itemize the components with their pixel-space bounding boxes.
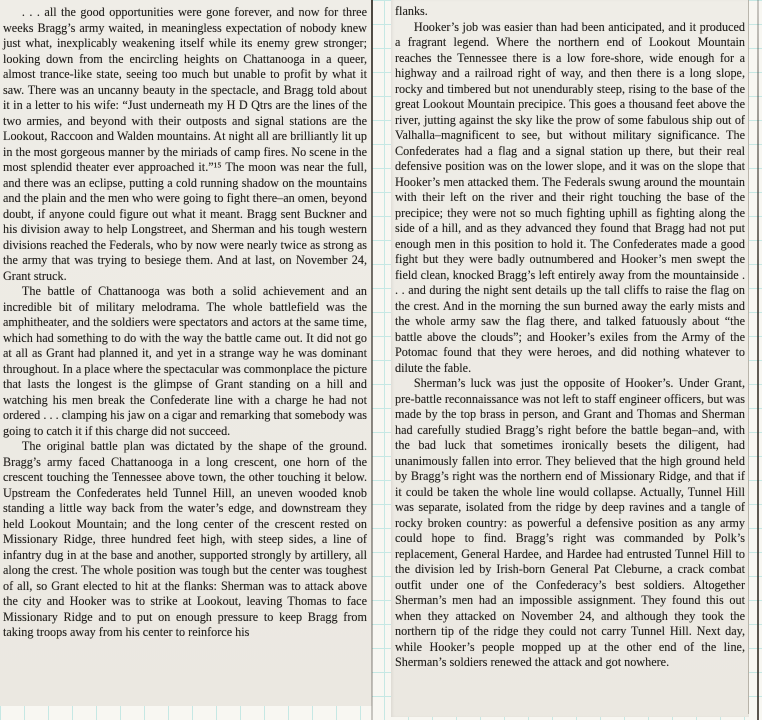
paragraph-left-2: The battle of Chattanooga was both a solid achievement and an incredible bit of military melodrama. The whole battlefield was the amphitheater, and the soldiers were spectators and actors at the same time, which had something to do with the way the battle came out. It did not go at all as Grant had planned it, and yet in a strange way he was dominant throughout. In a place where the spectacular was commonplace the picture that lasts the longest is the glimpse of Grant standing on a hill and watching his men break the Confederate line with a charge he had not ordered . . . clamping his jaw on a cigar and remarking that somebody was going to catch it if this charge did not succeed. <box>3 284 367 438</box>
page-edge-line-inner <box>748 0 749 714</box>
paragraph-right-2: Hooker’s job was easier than had been anticipated, and it produced a fragrant legend. Where the northern end of Lookout Mountain reaches the Tennessee there is a low fore-shore, wide enough for a highway and a railroad right of way, and then there is a long slope, rocky and timbered but not unendurably steep, rising to the base of the great Lookout Mountain precipice. This goes a thousand feet above the river, jutting against the sky like the prow of some fabulous ship out of Valhalla–magnificent to see, but without military significance. The Confederates had a flag and a signal station up there, but their real defensive position was on the lower slope, and it was on the slope that Hooker’s men attacked them. The Federals swung around the mountain with their left on the river and their right touching the base of the precipice; they were not so much fighting uphill as fighting along the side of a hill, and as they advanced they found that Bragg had not put enough men in this position to hold it. The Confederates made a good fight but they were badly outnumbered and Hooker’s men swept the field clean, knocked Bragg’s left entirely away from the mountainside . . . and during the night sent details up the tall cliffs to raise the flag on the crest. And in the morning the sun burned away the early mists and the whole army saw the flag there, and talked fatuously about “the battle above the clouds”; and Hooker’s exiles from the Army of the Potomac found that they were heroes, and did nothing whatever to dilute the fable. <box>395 19 745 375</box>
page-right-column <box>391 0 749 717</box>
paragraph-right-continuation: flanks. <box>395 4 428 18</box>
paragraph-right-3: Sherman’s luck was just the opposite of Hooker’s. Under Grant, pre-battle reconnaissance was not left to staff engineer officers, but was made by the top brass in person, and Grant and Thomas and Sherman had carefully studied Bragg’s right before the battle began–and, with the bad luck that sometimes ironically besets the diligent, had unanimously fallen into error. They believed that the high ground held by Bragg’s right was the northern end of Missionary Ridge, and that if it could be taken the whole line would collapse. Actually, Tunnel Hill was separate, isolated from the ridge by deep ravines and a tangle of rocky broken country: as powerful a defensive position as any army could hope to find. Bragg’s right was commanded by Polk’s replacement, General Hardee, and Hardee had entrusted Tunnel Hill to the division led by Irish-born General Pat Cleburne, a crack combat outfit under one of the Confederacy’s best soldiers. Altogether Sherman’s men had an impossible assignment. They found this out when they attacked on November 24, and although they took the northern tip of the ridge they could not carry Tunnel Hill. Next day, while Hooker’s people mopped up at the other end of the line, Sherman’s soldiers renewed the attack and got nowhere. <box>395 376 745 669</box>
page-edge-line-outer <box>757 0 759 720</box>
page-left-column <box>0 0 372 706</box>
page-spine-line <box>371 0 373 720</box>
paragraph-left-1: . . . all the good opportunities were gone forever, and now for three weeks Bragg’s army waited, in meaningless expectation of nobody knew just what, inexplicably weakening itself while its enemy grew stronger; looking down from the encircling heights on Chattanooga in a queer, almost trance-like state, seeing too much but unable to profit by what it saw. There was an uncanny beauty in the spectacle, and Bragg told about it in a letter to his wife: “Just underneath my H D Qtrs are the lines of the two armies, and beyond with their outposts and signal stations are the Lookout, Raccoon and Walden mountains. At night all are brilliantly lit up in the most gorgeous manner by the miriads of camp fires. No scene in the most splendid theater ever approached it.”¹⁵ The moon was near the full, and there was an eclipse, putting a cold running shadow on the mountains and the plain and the men who were going to fight there–an omen, beyond doubt, if anyone could figure out what it meant. Bragg sent Buckner and his division away to help Longstreet, and Sherman and his tough western divisions reached the Federals, who by now were nearly twice as strong as the army that was trying to besiege them. And at last, on November 24, Grant struck. <box>3 5 367 283</box>
paragraph-left-3: The original battle plan was dictated by the shape of the ground. Bragg’s army faced Chattanooga in a long crescent, one horn of the crescent touching the Tennessee above town, the other touching it below. Upstream the Confederates held Tunnel Hill, an uneven wooded knob standing a little way back from the water’s edge, and downstream they held Lookout Mountain; and the long center of the crescent rested on Missionary Ridge, three hundred feet high, with steep sides, a line of infantry dug in at the base and another, supported strongly by artillery, all along the crest. The whole position was tough but the center was toughest of all, so Grant elected to hit at the flanks: Sherman was to attack above the city and Hooker was to strike at Lookout, leaving Thomas to face Missionary Ridge and to put on enough pressure to keep Bragg from taking troops away from his center to reinforce his <box>3 439 367 639</box>
